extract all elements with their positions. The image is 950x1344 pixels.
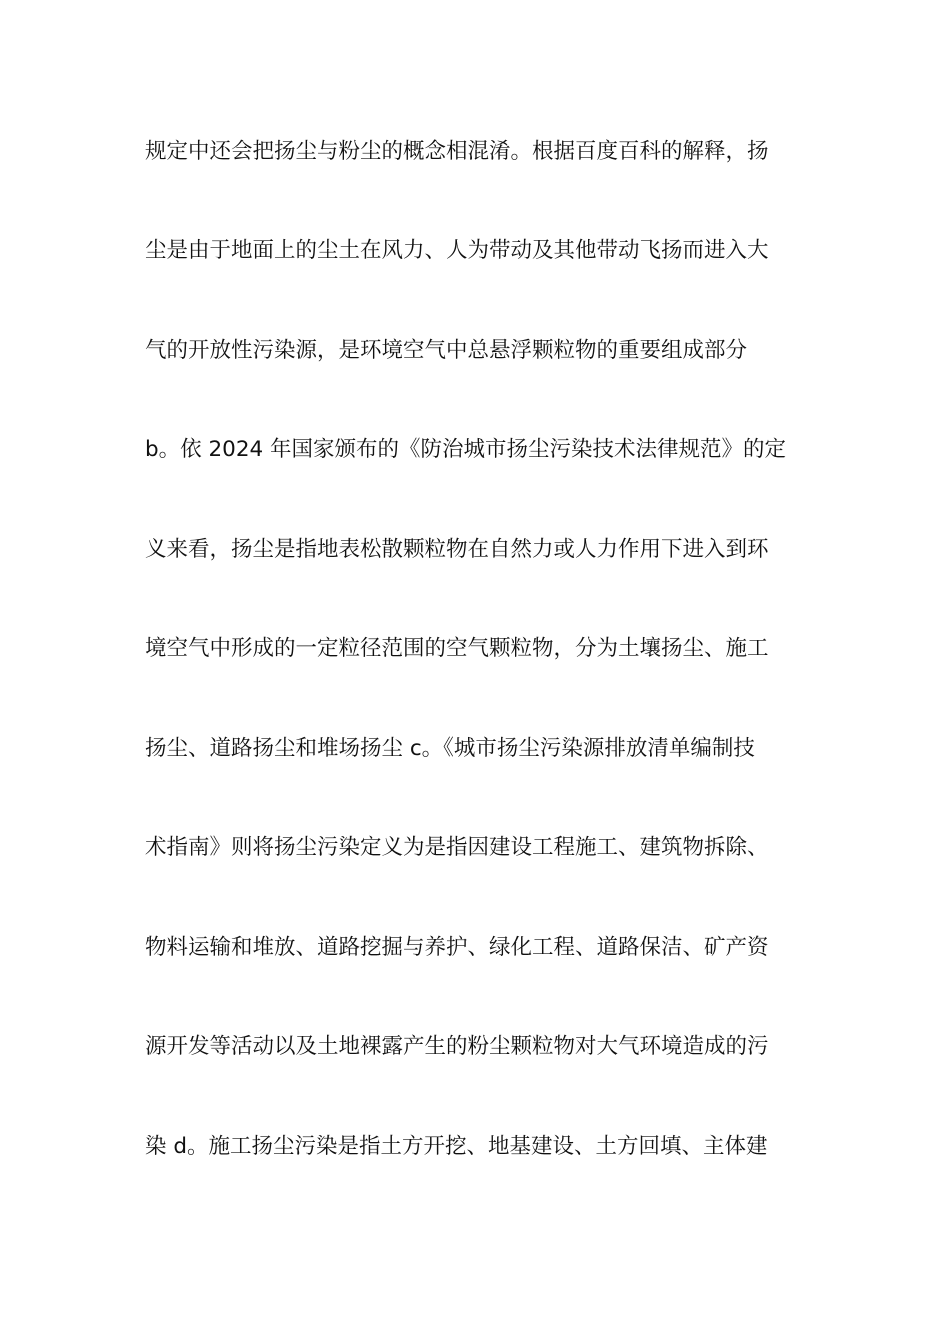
text-line: 境空气中形成的一定粒径范围的空气颗粒物，分为土壤扬尘、施工 <box>145 636 769 661</box>
text-line: 规定中还会把扬尘与粉尘的概念相混淆。根据百度百科的解释，扬 <box>145 139 769 164</box>
text-line: 尘是由于地面上的尘土在风力、人为带动及其他带动飞扬而进入大 <box>145 238 769 263</box>
text-line: 义来看，扬尘是指地表松散颗粒物在自然力或人力作用下进入到环 <box>145 537 769 562</box>
text-line: 扬尘、道路扬尘和堆场扬尘 c。《城市扬尘污染源排放清单编制技 <box>145 736 755 761</box>
text-line: 染 d。施工扬尘污染是指土方开挖、地基建设、土方回填、主体建 <box>145 1134 768 1159</box>
text-line: 气的开放性污染源，是环境空气中总悬浮颗粒物的重要组成部分 <box>145 338 748 363</box>
text-line: 物料运输和堆放、道路挖掘与养护、绿化工程、道路保洁、矿产资 <box>145 935 769 960</box>
text-line: b。依 2024 年国家颁布的《防治城市扬尘污染技术法律规范》的定 <box>145 437 787 462</box>
text-line: 源开发等活动以及土地裸露产生的粉尘颗粒物对大气环境造成的污 <box>145 1034 769 1059</box>
text-line: 术指南》则将扬尘污染定义为是指因建设工程施工、建筑物拆除、 <box>145 835 769 860</box>
